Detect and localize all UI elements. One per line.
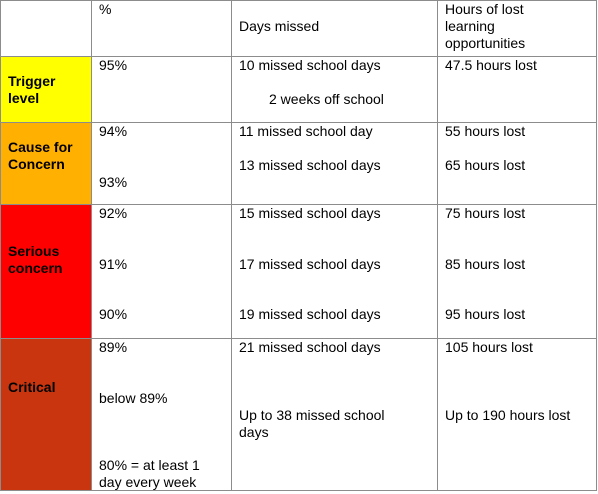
percent-89: 89% (99, 339, 128, 355)
days-trigger (232, 57, 438, 123)
percent-80: 80% = at least 1 day every week (99, 457, 200, 490)
header-percent: % (99, 1, 112, 17)
hours-critical (438, 339, 597, 491)
days-19: 19 missed school days (239, 306, 381, 322)
row-critical (1, 339, 597, 491)
days-11: 11 missed school day (239, 123, 373, 139)
level-serious-label: Serious concern (8, 243, 63, 276)
header-days-cell (232, 1, 438, 57)
days-21: 21 missed school days (239, 339, 381, 355)
percent-critical (92, 339, 232, 491)
header-hours: Hours of lost learning opportunities (445, 1, 526, 51)
hours-concern (438, 123, 597, 205)
days-concern (232, 123, 438, 205)
hours-serious (438, 205, 597, 339)
percent-92: 92% (99, 205, 128, 221)
level-critical (1, 339, 92, 491)
row-concern (1, 123, 597, 205)
level-concern-label: Cause for Concern (8, 139, 73, 172)
level-trigger (1, 57, 92, 123)
hours-47-5: 47.5 hours lost (445, 57, 537, 73)
percent-below-89: below 89% (99, 390, 168, 406)
level-critical-label: Critical (8, 379, 56, 395)
row-serious (1, 205, 597, 339)
days-critical (232, 339, 438, 491)
level-concern (1, 123, 92, 205)
days-17: 17 missed school days (239, 256, 381, 272)
days-13: 13 missed school days (239, 157, 381, 173)
days-10: 10 missed school days (239, 57, 381, 73)
percent-93: 93% (99, 174, 128, 190)
days-serious (232, 205, 438, 339)
days-15: 15 missed school days (239, 205, 381, 221)
percent-95: 95% (99, 57, 128, 73)
hours-75: 75 hours lost (445, 205, 526, 221)
hours-55: 55 hours lost (445, 123, 526, 139)
percent-94: 94% (99, 123, 128, 139)
hours-trigger (438, 57, 597, 123)
hours-65: 65 hours lost (445, 157, 526, 173)
hours-85: 85 hours lost (445, 256, 526, 272)
hours-105: 105 hours lost (445, 339, 533, 355)
header-level-cell (1, 1, 92, 57)
header-days: Days missed (239, 18, 320, 34)
level-serious (1, 205, 92, 339)
row-trigger (1, 57, 597, 123)
header-hours-cell (438, 1, 597, 57)
percent-concern (92, 123, 232, 205)
percent-91: 91% (99, 256, 128, 272)
percent-trigger (92, 57, 232, 123)
hours-95: 95 hours lost (445, 306, 526, 322)
days-up-to-38: Up to 38 missed school days (239, 407, 385, 440)
header-row (1, 1, 597, 57)
percent-serious (92, 205, 232, 339)
header-percent-cell (92, 1, 232, 57)
days-2-weeks: 2 weeks off school (269, 91, 384, 107)
level-trigger-label: Trigger level (8, 73, 56, 106)
percent-90: 90% (99, 306, 128, 322)
hours-up-to-190: Up to 190 hours lost (445, 407, 571, 423)
